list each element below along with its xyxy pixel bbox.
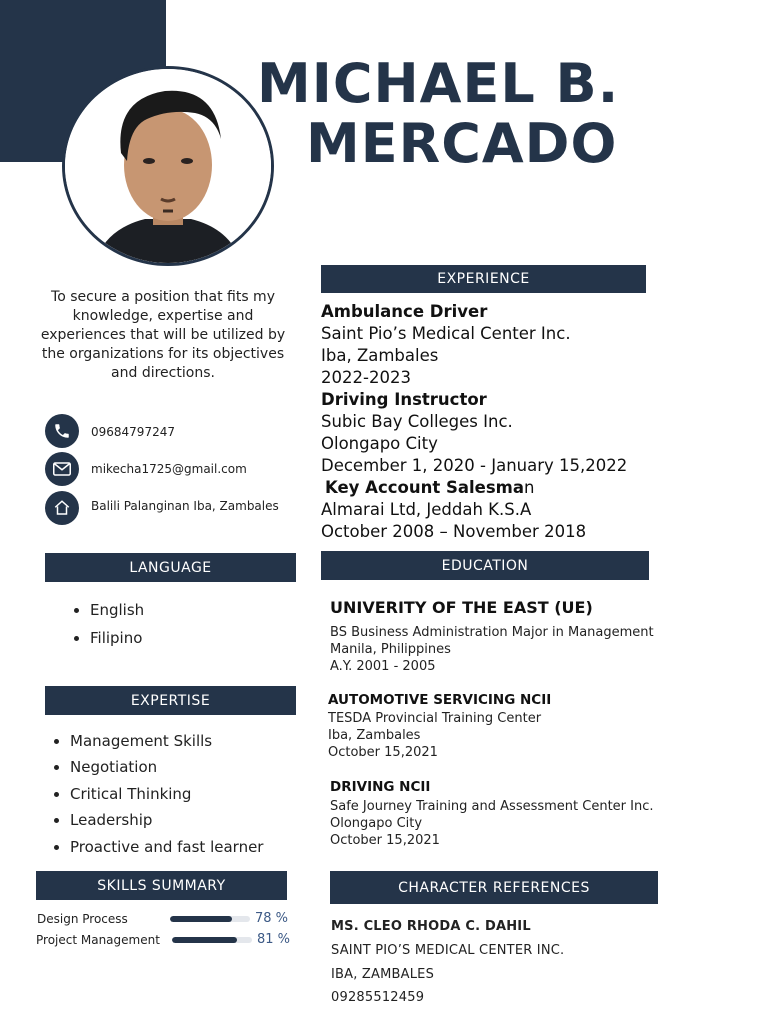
experience-header: EXPERIENCE [321,265,646,293]
home-icon [45,491,79,525]
phone-icon [45,414,79,448]
name-first-line: MICHAEL B. [257,52,620,115]
job-title: Key Account Salesma [325,478,524,497]
skill-bar-fill [170,916,232,922]
list-item: • Negotiation [70,754,263,780]
job-dates: 2022-2023 [321,368,411,387]
language-list [70,596,144,652]
school-details [328,710,541,761]
school-line: October 15,2021 [328,745,438,760]
school-line: A.Y. 2001 - 2005 [330,659,436,674]
skill-percent: 81 % [257,932,291,947]
reference-name: MS. CLEO RHODA C. DAHIL [331,919,531,934]
school-line: Manila, Philippines [330,642,451,657]
school-line: TESDA Provincial Training Center [328,711,542,726]
list-item: • Management Skills [70,728,263,754]
job-company: Almarai Ltd, Jeddah K.S.A [321,500,532,519]
phone-number: 09684797247 [91,425,175,439]
skills-header: SKILLS SUMMARY [36,871,287,900]
email-address[interactable]: mikecha1725@gmail.com [91,462,247,476]
reference-phone: 09285512459 [331,990,425,1005]
list-item: • Proactive and fast learner [70,834,263,860]
skill-bar-fill [172,937,237,943]
list-item: • Critical Thinking [70,781,263,807]
school-line: BS Business Administration Major in Management [330,625,654,640]
expertise-list [50,728,263,860]
job-place: Iba, Zambales [321,346,439,365]
person-portrait-icon [65,69,271,263]
skill-label: Project Management [36,933,160,947]
email-icon [45,452,79,486]
job-title-row [321,477,627,499]
skill-percent: 78 % [255,911,289,926]
experience-list [321,301,627,543]
education-header: EDUCATION [321,551,649,580]
job-place: Olongapo City [321,434,438,453]
job-dates: December 1, 2020 - January 15,2022 [321,456,628,475]
list-item: • English [90,596,144,624]
school-line: Safe Journey Training and Assessment Center Inc. [330,799,654,814]
school-name: UNIVERITY OF THE EAST (UE) [330,598,593,617]
skill-bar-track [170,916,250,922]
skill-label: Design Process [37,912,128,926]
job-dates: October 2008 – November 2018 [321,522,587,541]
name-last-line: MERCADO [306,112,618,175]
job-title: Ambulance Driver [321,302,488,321]
job-title: Driving Instructor [321,390,487,409]
job-company: Saint Pio’s Medical Center Inc. [321,324,571,343]
school-name: DRIVING NCII [330,779,431,795]
list-item: • Leadership [70,807,263,833]
school-details [330,624,654,675]
job-title-tail: n [524,478,535,497]
references-header: CHARACTER REFERENCES [330,871,658,904]
school-line: Iba, Zambales [328,728,421,743]
profile-photo [62,66,274,266]
skill-bar-track [172,937,252,943]
language-header: LANGUAGE [45,553,296,582]
list-item: • Filipino [90,624,144,652]
school-name: AUTOMOTIVE SERVICING NCII [328,692,552,708]
reference-place: IBA, ZAMBALES [331,967,435,982]
expertise-header: EXPERTISE [45,686,296,715]
school-details [330,798,654,849]
job-company: Subic Bay Colleges Inc. [321,412,513,431]
school-line: Olongapo City [330,816,423,831]
home-address: Balili Palanginan Iba, Zambales [91,499,279,513]
school-line: October 15,2021 [330,833,440,848]
reference-organization: SAINT PIO’S MEDICAL CENTER INC. [331,943,565,958]
objective-text: To secure a position that fits my knowledge, expertise and experiences that will be utilized by the organizations for its objectives and directions. [40,289,286,381]
